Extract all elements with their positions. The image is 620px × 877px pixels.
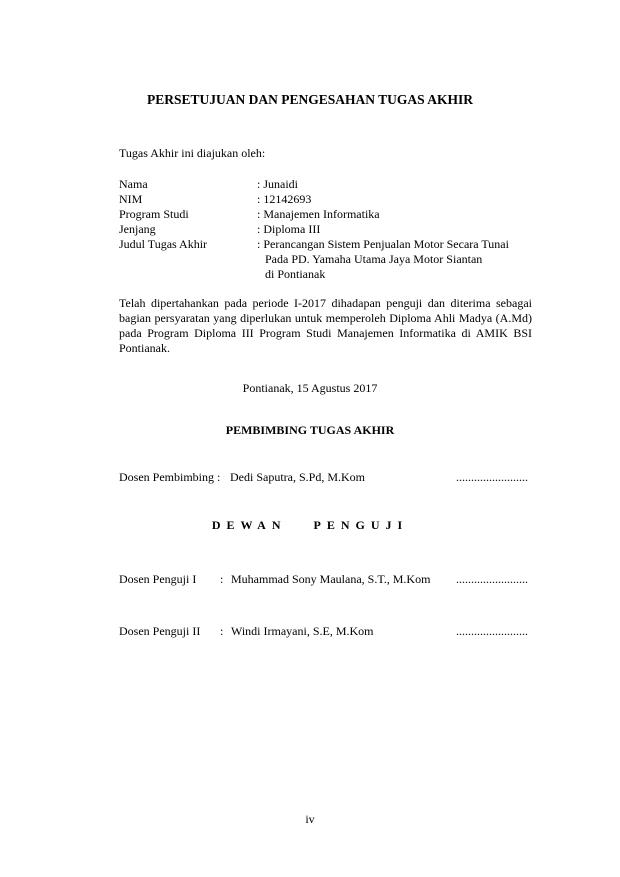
field-label-prodi: Program Studi — [119, 207, 189, 221]
penguji-2-name: Windi Irmayani, S.E, M.Kom — [231, 624, 374, 638]
field-label-jenjang: Jenjang — [119, 222, 156, 236]
pembimbing-name: Dedi Saputra, S.Pd, M.Kom — [230, 470, 365, 484]
pembimbing-heading: PEMBIMBING TUGAS AKHIR — [225, 423, 395, 437]
document-title: PERSETUJUAN DAN PENGESAHAN TUGAS AKHIR — [146, 92, 474, 107]
penguji-1-signature-line: ........................ — [456, 572, 528, 586]
field-value-nama: : Junaidi — [257, 177, 298, 191]
pembimbing-signature-line: ........................ — [456, 470, 528, 484]
judul-continuation-2: di Pontianak — [265, 267, 326, 281]
dewan-penguji-heading: DEWAN PENGUJI — [211, 518, 409, 532]
intro-text: Tugas Akhir ini diajukan oleh: — [119, 146, 266, 160]
penguji-2-colon: : — [220, 624, 224, 638]
penguji-1-label: Dosen Penguji I — [119, 572, 197, 586]
judul-continuation-1: Pada PD. Yamaha Utama Jaya Motor Siantan — [265, 252, 483, 266]
approval-paragraph: Telah dipertahankan pada periode I-2017 dihadapan penguji dan diterima sebagai bagian persyaratan yang diperlukan untuk memperoleh Diploma Ahli Madya (A.Md) pada Program Diploma III Program Studi Manajemen Informatika di AMIK BSI Pontianak. — [119, 296, 532, 355]
field-value-nim: : 12142693 — [257, 192, 312, 206]
pembimbing-label: Dosen Pembimbing : — [119, 470, 221, 484]
place-date: Pontianak, 15 Agustus 2017 — [242, 381, 378, 395]
field-label-nim: NIM — [119, 192, 143, 206]
penguji-1-colon: : — [220, 572, 224, 586]
field-label-judul: Judul Tugas Akhir — [119, 237, 208, 251]
page-number: iv — [305, 812, 315, 826]
penguji-1-name: Muhammad Sony Maulana, S.T., M.Kom — [231, 572, 431, 586]
penguji-2-signature-line: ........................ — [456, 624, 528, 638]
field-value-judul: : Perancangan Sistem Penjualan Motor Secara Tunai — [257, 237, 509, 251]
penguji-2-label: Dosen Penguji II — [119, 624, 201, 638]
field-label-nama: Nama — [119, 177, 148, 191]
field-value-jenjang: : Diploma III — [257, 222, 321, 236]
field-value-prodi: : Manajemen Informatika — [257, 207, 380, 221]
